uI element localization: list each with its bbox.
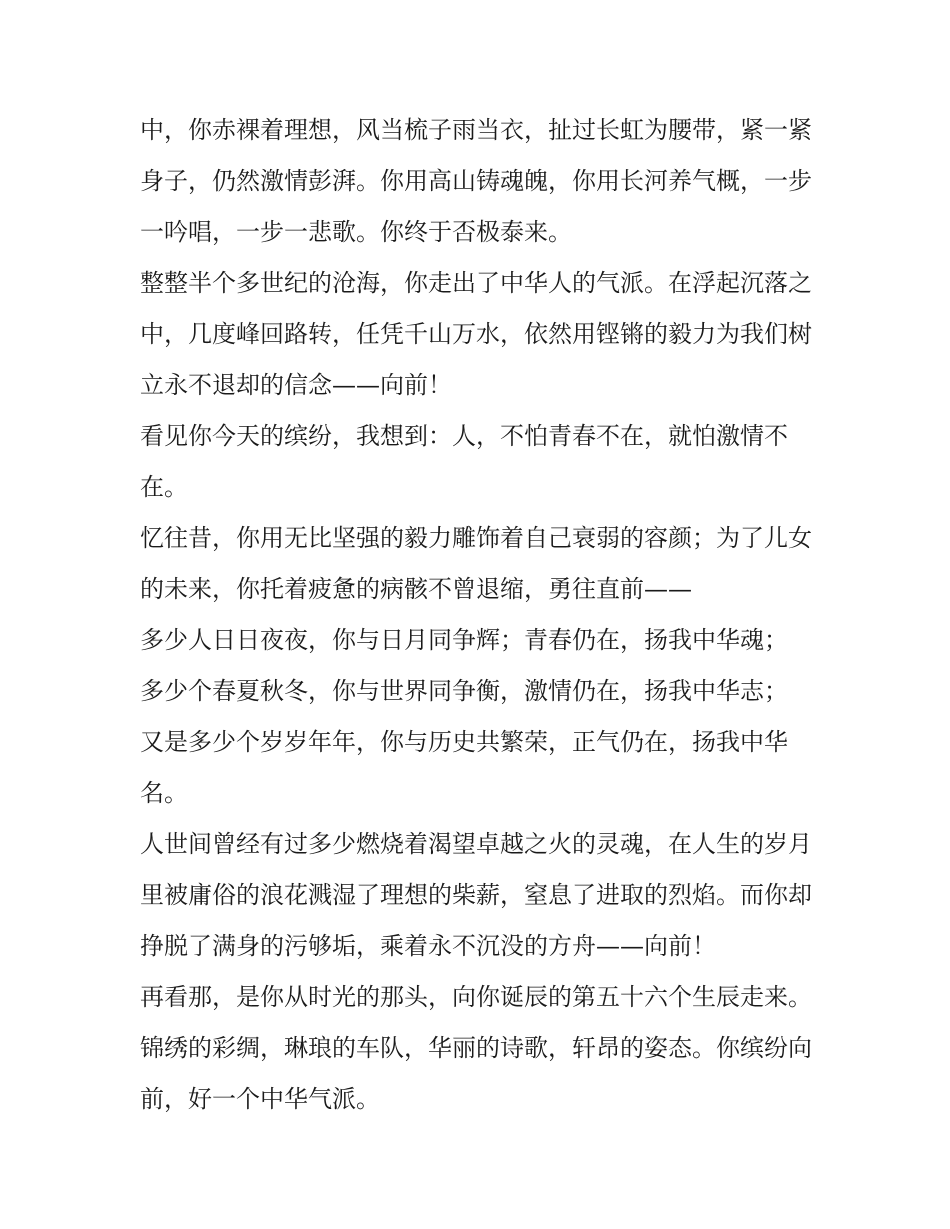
paragraph-6: 多少个春夏秋冬，你与世界同争衡，激情仍在，扬我中华志；: [140, 677, 788, 705]
paragraph-7: 又是多少个岁岁年年，你与历史共繁荣，正气仍在，扬我中华名。: [140, 728, 788, 807]
document-body: [140, 105, 830, 1125]
paragraph-8: 人世间曾经有过多少燃烧着渴望卓越之火的灵魂，在人生的岁月里被庸俗的浪花溅湿了理想的柴薪，窒息了进取的烈焰。而你却挣脱了满身的污够垢，乘着永不沉没的方舟——向前！: [140, 830, 812, 960]
paragraph-9: 再看那，是你从时光的那头，向你诞辰的第五十六个生辰走来。锦绣的彩绸，琳琅的车队，华丽的诗歌，轩昂的姿态。你缤纷向前，好一个中华气派。: [140, 983, 812, 1113]
paragraph-3: 看见你今天的缤纷，我想到：人，不怕青春不在，就怕激情不在。: [140, 422, 788, 501]
paragraph-5: 多少人日日夜夜，你与日月同争辉；青春仍在，扬我中华魂；: [140, 626, 788, 654]
paragraph-2: 整整半个多世纪的沧海，你走出了中华人的气派。在浮起沉落之中，几度峰回路转，任凭千山万水，依然用铿锵的毅力为我们树立永不退却的信念——向前！: [140, 269, 812, 399]
paragraph-4: 忆往昔，你用无比坚强的毅力雕饰着自己衰弱的容颜；为了儿女的未来，你托着疲惫的病骸不曾退缩，勇往直前——: [140, 524, 812, 603]
paragraph-1: 中，你赤裸着理想，风当梳子雨当衣，扯过长虹为腰带，紧一紧身子，仍然激情彭湃。你用高山铸魂魄，你用长河养气概，一步一吟唱，一步一悲歌。你终于否极泰来。: [140, 116, 812, 246]
